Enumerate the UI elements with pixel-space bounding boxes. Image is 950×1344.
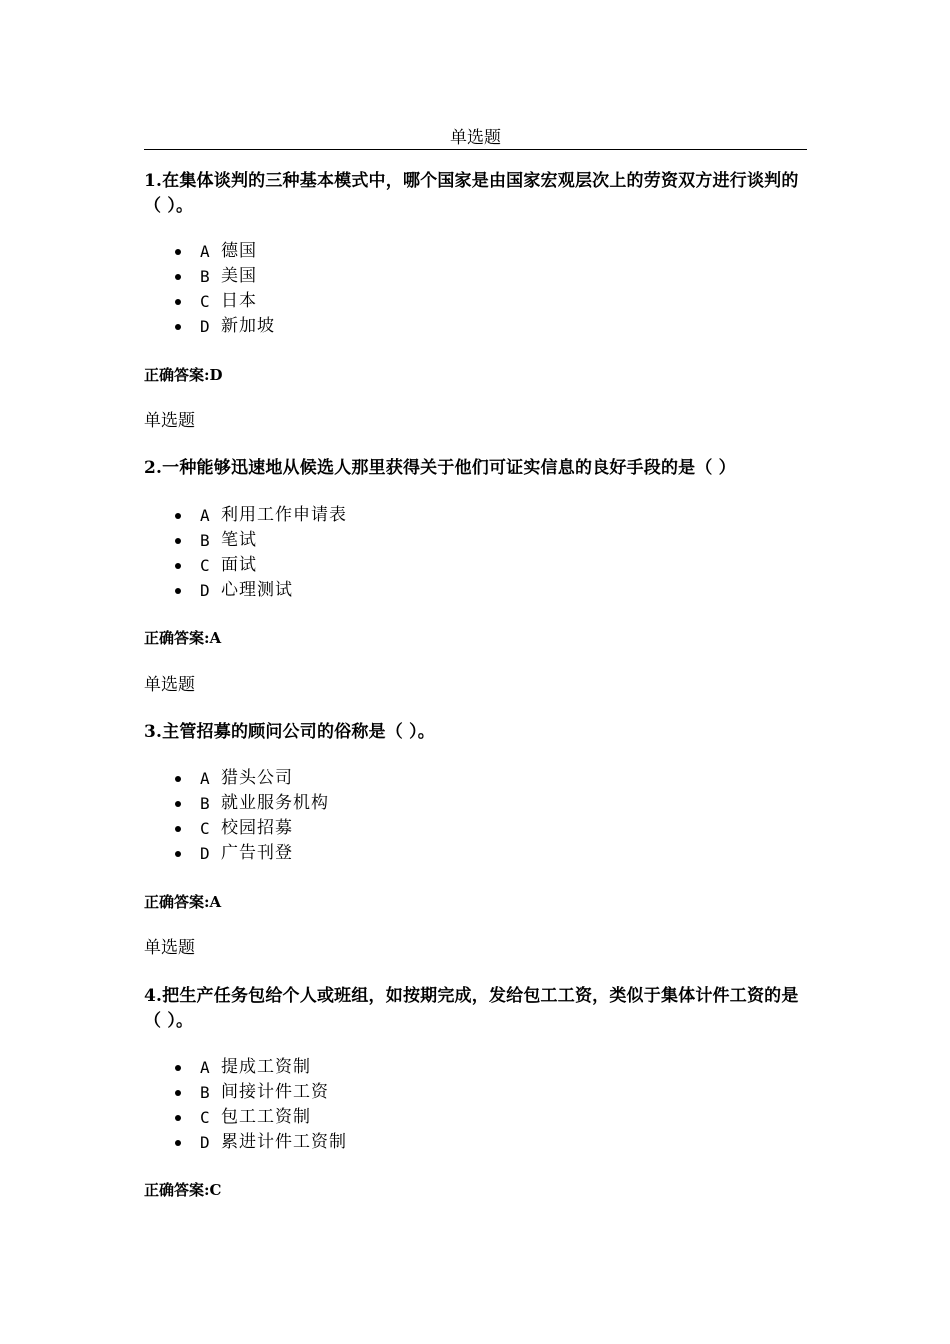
- option-letter: B: [200, 531, 210, 550]
- bullet-icon: [175, 249, 181, 255]
- bullet-icon: [175, 826, 181, 832]
- option-letter: D: [200, 317, 210, 336]
- document-page: [144, 0, 807, 1344]
- option-letter: A: [200, 506, 210, 525]
- option-letter: D: [200, 1133, 210, 1152]
- bullet-icon: [175, 274, 181, 280]
- option-letter: B: [200, 1083, 210, 1102]
- bullet-icon: [175, 299, 181, 305]
- option-letter: C: [200, 292, 210, 311]
- option-text: 累进计件工资制: [221, 1132, 347, 1152]
- header-divider: [144, 149, 807, 150]
- correct-answer: 正确答案:A: [144, 893, 222, 911]
- bullet-icon: [175, 1140, 181, 1146]
- question-text: 1.在集体谈判的三种基本模式中，哪个国家是由国家宏观层次上的劳资双方进行谈判的（ ）。: [144, 171, 799, 216]
- option-text: 猎头公司: [221, 768, 293, 788]
- page-header-title: 单选题: [450, 128, 501, 148]
- option-text: 笔试: [221, 530, 257, 550]
- option-text: 广告刊登: [221, 843, 293, 863]
- option-text: 间接计件工资: [221, 1082, 329, 1102]
- option-letter: C: [200, 556, 210, 575]
- option-text: 面试: [221, 555, 257, 575]
- option-text: 就业服务机构: [221, 793, 329, 813]
- question-type-label: 单选题: [144, 938, 195, 958]
- correct-answer: 正确答案:A: [144, 629, 222, 647]
- option-letter: A: [200, 242, 210, 261]
- option-letter: A: [200, 769, 210, 788]
- bullet-icon: [175, 538, 181, 544]
- option-letter: C: [200, 819, 210, 838]
- option-text: 日本: [221, 291, 257, 311]
- bullet-icon: [175, 1065, 181, 1071]
- bullet-icon: [175, 513, 181, 519]
- question-text: 4.把生产任务包给个人或班组，如按期完成，发给包工工资，类似于集体计件工资的是（ ）。: [144, 986, 799, 1031]
- option-letter: D: [200, 844, 210, 863]
- option-text: 德国: [221, 241, 257, 261]
- bullet-icon: [175, 776, 181, 782]
- option-text: 校园招募: [221, 818, 293, 838]
- option-text: 新加坡: [221, 316, 275, 336]
- option-text: 包工工资制: [221, 1107, 311, 1127]
- correct-answer: 正确答案:D: [144, 366, 223, 384]
- bullet-icon: [175, 801, 181, 807]
- option-text: 心理测试: [221, 580, 293, 600]
- option-letter: D: [200, 581, 210, 600]
- bullet-icon: [175, 1115, 181, 1121]
- question-text: 3.主管招募的顾问公司的俗称是（ ）。: [144, 722, 435, 742]
- bullet-icon: [175, 1090, 181, 1096]
- question-text: 2.一种能够迅速地从候选人那里获得关于他们可证实信息的良好手段的是（ ）: [144, 458, 736, 478]
- bullet-icon: [175, 563, 181, 569]
- option-letter: A: [200, 1058, 210, 1077]
- option-text: 美国: [221, 266, 257, 286]
- option-letter: C: [200, 1108, 210, 1127]
- bullet-icon: [175, 851, 181, 857]
- option-letter: B: [200, 794, 210, 813]
- option-text: 提成工资制: [221, 1057, 311, 1077]
- question-type-label: 单选题: [144, 675, 195, 695]
- option-text: 利用工作申请表: [221, 505, 347, 525]
- bullet-icon: [175, 588, 181, 594]
- option-letter: B: [200, 267, 210, 286]
- correct-answer: 正确答案:C: [144, 1181, 222, 1199]
- bullet-icon: [175, 324, 181, 330]
- question-type-label: 单选题: [144, 411, 195, 431]
